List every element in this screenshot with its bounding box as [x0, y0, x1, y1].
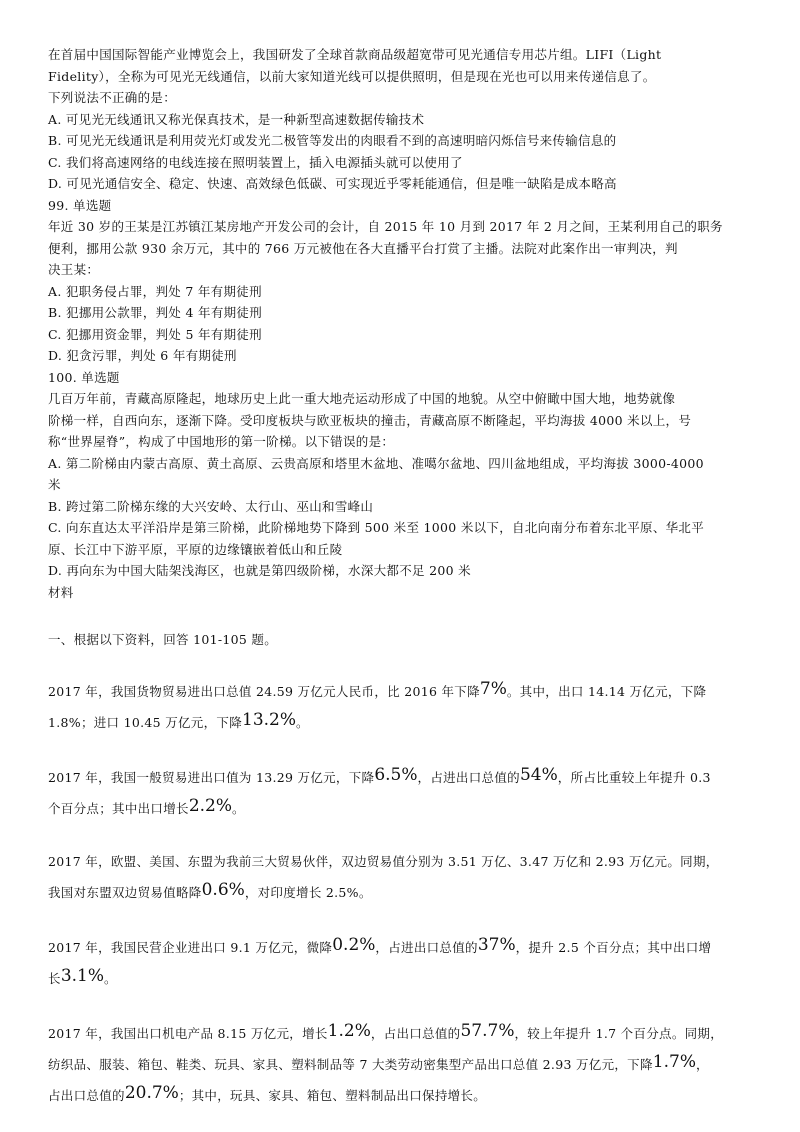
question-99 [48, 195, 760, 367]
document-page [48, 44, 760, 1110]
question-98 [48, 44, 760, 195]
option-c: C. 我们将高速网络的电线连接在照明装置上，插入电源插头就可以使用了 [48, 154, 463, 170]
question-stem-line: 决王某： [48, 262, 100, 277]
option-a: A. 第二阶梯由内蒙古高原、黄土高原、云贵高原和塔里木盆地、准噶尔盆地、四川盆地组成，平均海拔 3000-4000 [48, 455, 704, 471]
question-100 [48, 367, 760, 582]
value-figure: 54% [519, 764, 558, 785]
option-a-cont: 米 [48, 477, 61, 492]
material-paragraph-2: 2017 年，我国一般贸易进出口值为 13.29 万亿元，下降6.5%，占进出口总值的54%，所占比重较上年提升 0.3 个百分点；其中出口增长2.2%。 [48, 764, 711, 816]
question-stem-line: 阶梯一样，自西向东，逐渐下降。受印度板块与欧亚板块的撞击，青藏高原不断隆起，平均海拔 4000 米以上，号 [48, 412, 692, 428]
option-d: D. 再向东为中国大陆架浅海区，也就是第四级阶梯，水深大都不足 200 米 [48, 563, 471, 578]
question-stem-line: 称“世界屋脊”，构成了中国地形的第一阶梯。以下错误的是： [48, 434, 395, 449]
material-paragraph-5: 2017 年，我国出口机电产品 8.15 万亿元，增长1.2%，占出口总值的57.7%，较上年提升 1.7 个百分点。同期， 纺织品、服装、箱包、鞋类、玩具、家具、塑料制品等 7 大类劳动密集型产品出口总值 2.93 万亿元，下降1.7%， 占出口总值的20.7%；其中，玩具、家具、箱包、塑料制品出口保持增长。 [48, 1020, 724, 1103]
value-figure: 0.6% [201, 879, 245, 900]
material-paragraph-3: 2017 年，欧盟、美国、东盟为我前三大贸易伙伴，双边贸易值分别为 3.51 万亿、3.47 万亿和 2.93 万亿元。同期， 我国对东盟双边贸易值略降0.6%，对印度增长 2.5%。 [48, 853, 719, 900]
value-figure: 3.1% [60, 965, 105, 986]
value-figure: 6.5% [374, 764, 418, 785]
option-c-cont: 原、长江中下游平原，平原的边缘镶嵌着低山和丘陵 [48, 541, 343, 557]
question-stem-line: 便利，挪用公款 930 余万元，其中的 766 万元被他在各大直播平台打赏了主播。法院对此案作出一审判决，判 [48, 240, 678, 256]
option-b: B. 犯挪用公款罪，判处 4 年有期徒刑 [48, 305, 263, 320]
value-figure: 37% [477, 934, 516, 955]
value-figure: 0.2% [332, 934, 376, 955]
material-intro: 一、根据以下资料，回答 101-105 题。 [48, 632, 277, 647]
option-a: A. 犯职务侵占罪，判处 7 年有期徒刑 [48, 283, 262, 299]
question-header: 99. 单选题 [48, 197, 112, 213]
question-header: 100. 单选题 [48, 369, 120, 385]
question-stem-line: Fidelity），全称为可见光无线通信，以前大家知道光线可以提供照明，但是现在光也可以用来传递信息了。 [48, 68, 656, 84]
option-c: C. 犯挪用资金罪，判处 5 年有期徒刑 [48, 326, 262, 342]
option-d: D. 犯贪污罪，判处 6 年有期徒刑 [48, 348, 237, 363]
question-ask: 下列说法不正确的是： [48, 90, 177, 105]
material-paragraph-1: 2017 年，我国货物贸易进出口总值 24.59 万亿元人民币，比 2016 年下降7%。其中，出口 14.14 万亿元，下降 1.8%；进口 10.45 万亿元，下降13.2%。 [48, 678, 707, 730]
option-b: B. 可见光无线通讯是利用荧光灯或发光二极管等发出的肉眼看不到的高速明暗闪烁信号来传输信息的 [48, 133, 617, 148]
value-figure: 2.2% [188, 795, 233, 816]
material-label: 材料 [48, 584, 74, 600]
value-figure: 13.2% [242, 709, 297, 730]
option-a: A. 可见光无线通讯又称光保真技术，是一种新型高速数据传输技术 [48, 111, 425, 127]
value-figure: 1.7% [652, 1051, 696, 1072]
value-figure: 57.7% [460, 1020, 515, 1041]
option-c: C. 向东直达太平洋沿岸是第三阶梯，此阶梯地势下降到 500 米至 1000 米以下，自北向南分布着东北平原、华北平 [48, 520, 705, 535]
value-figure: 1.2% [327, 1020, 371, 1041]
value-figure: 7% [479, 678, 507, 699]
option-b: B. 跨过第二阶梯东缘的大兴安岭、太行山、巫山和雪峰山 [48, 498, 374, 514]
option-d: D. 可见光通信安全、稳定、快速、高效绿色低碳、可实现近乎零耗能通信，但是唯一缺陷是成本略高 [48, 176, 617, 191]
question-stem-line: 在首届中国国际智能产业博览会上，我国研发了全球首款商品级超宽带可见光通信专用芯片组。LIFI（Light [48, 47, 662, 62]
material-paragraph-4: 2017 年，我国民营企业进出口 9.1 万亿元，微降0.2%，占进出口总值的37%，提升 2.5 个百分点；其中出口增 长3.1%。 [48, 934, 712, 986]
question-stem-line: 年近 30 岁的王某是江苏镇江某房地产开发公司的会计，自 2015 年 10 月到 2017 年 2 月之间，王某利用自己的职务 [48, 219, 723, 234]
question-stem-line: 几百万年前，青藏高原隆起，地球历史上此一重大地壳运动形成了中国的地貌。从空中俯瞰中国大地，地势就像 [48, 391, 676, 406]
value-figure: 20.7% [124, 1082, 179, 1103]
